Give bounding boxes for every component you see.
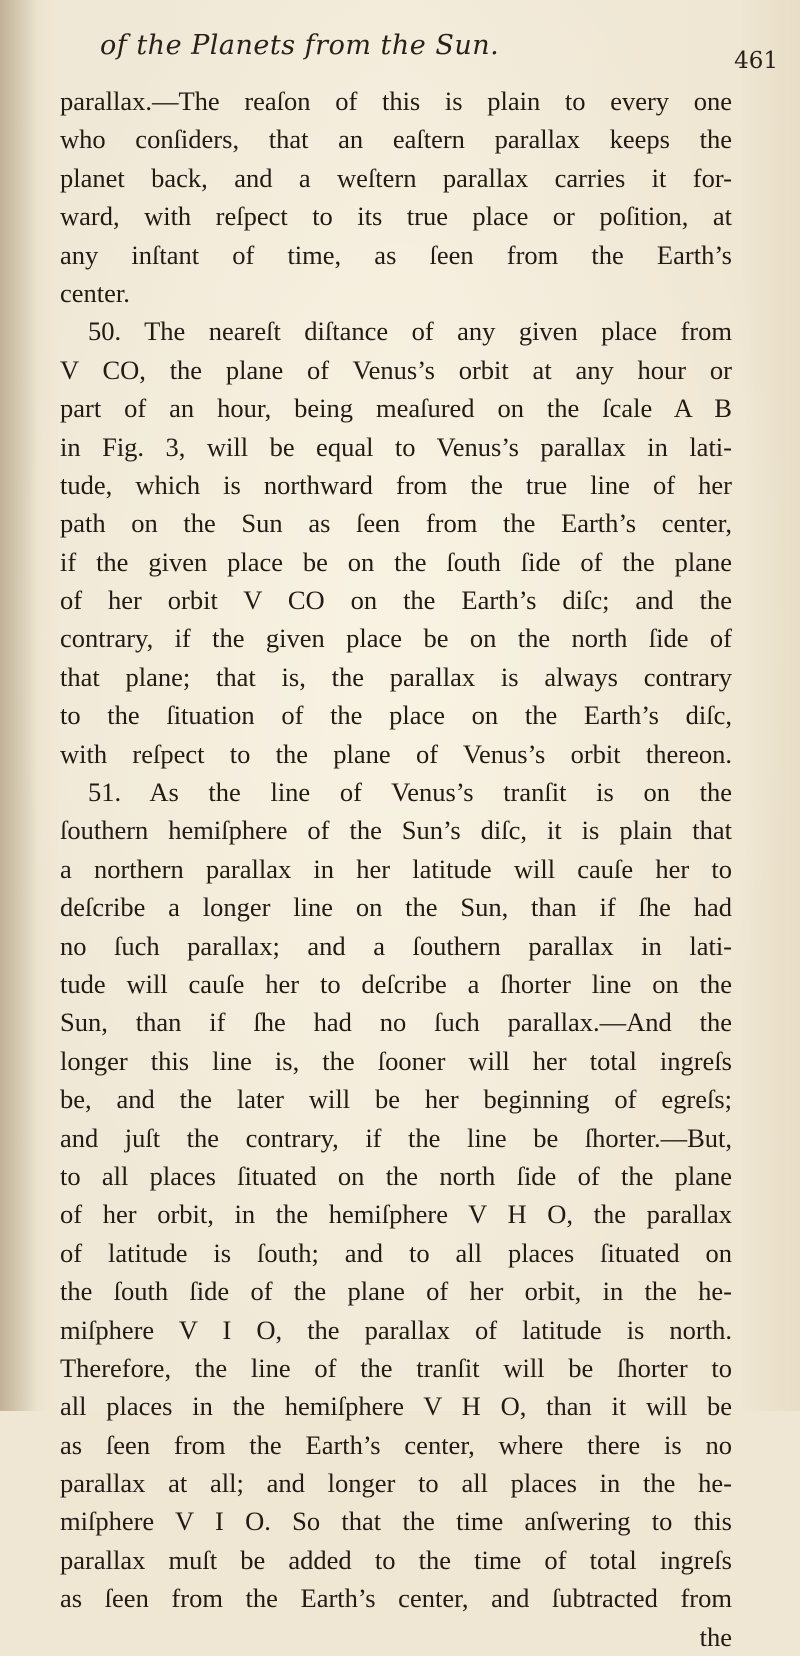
- text-line: of her orbit, in the hemiſphere V H O, the parallax: [60, 1199, 732, 1230]
- text-line: tude will cauſe her to deſcribe a ſhorter line on the: [60, 968, 732, 999]
- text-line: as ſeen from the Earth’s center, and ſubtracted from: [60, 1583, 732, 1614]
- text-line: that plane; that is, the parallax is always contrary: [60, 661, 732, 692]
- catchword: the: [699, 1621, 732, 1652]
- text-line: who conſiders, that an eaſtern parallax keeps the: [60, 124, 732, 155]
- body-text: [60, 82, 732, 1656]
- text-line: in Fig. 3, will be equal to Venus’s parallax in lati-: [60, 431, 732, 462]
- text-line: parallax at all; and longer to all places in the he-: [60, 1468, 732, 1499]
- text-line: if the given place be on the ſouth ſide of the plane: [60, 546, 732, 577]
- text-line: of latitude is ſouth; and to all places ſituated on: [60, 1237, 732, 1268]
- running-head: of the Planets from the Sun.: [100, 30, 500, 61]
- text-line: as ſeen from the Earth’s center, where there is no: [60, 1429, 732, 1460]
- text-line: longer this line is, the ſooner will her total ingreſs: [60, 1045, 732, 1076]
- text-line: ward, with reſpect to its true place or poſition, at: [60, 201, 732, 232]
- text-line: all places in the hemiſphere V H O, than it will be: [60, 1391, 732, 1422]
- text-line: of her orbit V CO on the Earth’s diſc; and the: [60, 585, 732, 616]
- text-line: center.: [60, 277, 130, 308]
- text-line: ſouthern hemiſphere of the Sun’s diſc, it is plain that: [60, 815, 732, 846]
- text-line: path on the Sun as ſeen from the Earth’s center,: [60, 508, 732, 539]
- text-line: parallax muſt be added to the time of total ingreſs: [60, 1544, 732, 1575]
- text-line: and juſt the contrary, if the line be ſhorter.—But,: [60, 1122, 732, 1153]
- text-line: part of an hour, being meaſured on the ſcale A B: [60, 393, 732, 424]
- text-line: the ſouth ſide of the plane of her orbit, in the he-: [60, 1276, 732, 1307]
- page-header: [60, 30, 780, 74]
- text-line: to all places ſituated on the north ſide of the plane: [60, 1160, 732, 1191]
- page-number: 461: [734, 48, 778, 74]
- text-line: miſphere V I O, the parallax of latitude is north.: [60, 1314, 732, 1345]
- page-gutter-shadow: [0, 0, 38, 1411]
- text-line: tude, which is northward from the true line of her: [60, 469, 732, 500]
- text-line: planet back, and a weſtern parallax carries it for-: [60, 162, 732, 193]
- text-line: to the ſituation of the place on the Earth’s diſc,: [60, 700, 732, 731]
- text-line: Sun, than if ſhe had no ſuch parallax.—And the: [60, 1007, 732, 1038]
- text-line: be, and the later will be her beginning of egreſs;: [60, 1084, 732, 1115]
- text-line: V CO, the plane of Venus’s orbit at any hour or: [60, 354, 732, 385]
- text-line: no ſuch parallax; and a ſouthern parallax in lati-: [60, 930, 732, 961]
- text-line: contrary, if the given place be on the north ſide of: [60, 623, 732, 654]
- paragraph-start: 50. The neareſt diſtance of any given place from: [88, 316, 732, 347]
- text-line: deſcribe a longer line on the Sun, than if ſhe had: [60, 892, 732, 923]
- text-line: a northern parallax in her latitude will cauſe her to: [60, 853, 732, 884]
- text-line: parallax.—The reaſon of this is plain to every one: [60, 86, 732, 116]
- text-line: any inſtant of time, as ſeen from the Earth’s: [60, 239, 732, 270]
- text-line: with reſpect to the plane of Venus’s orbit thereon.: [60, 738, 732, 769]
- paragraph-start: 51. As the line of Venus’s tranſit is on the: [88, 777, 732, 808]
- text-line: miſphere V I O. So that the time anſwering to this: [60, 1506, 732, 1537]
- text-line: Therefore, the line of the tranſit will be ſhorter to: [60, 1352, 732, 1383]
